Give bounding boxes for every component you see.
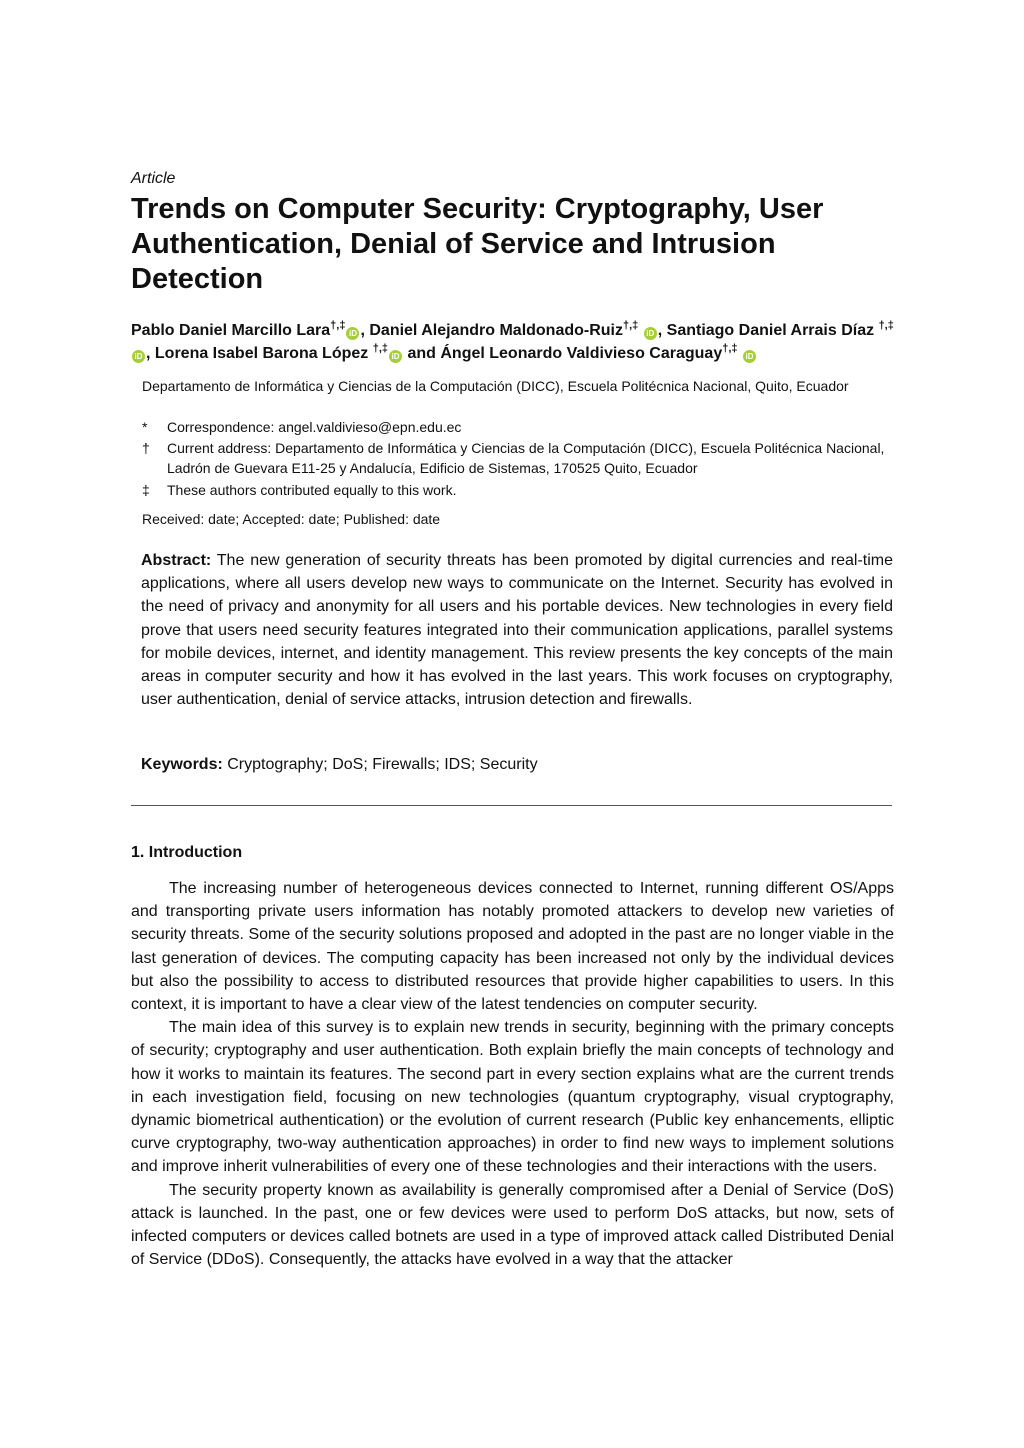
author-separator: and bbox=[403, 345, 441, 362]
orcid-icon[interactable]: iD bbox=[743, 350, 756, 363]
keywords-text: Cryptography; DoS; Firewalls; IDS; Security bbox=[227, 756, 538, 773]
orcid-icon[interactable]: iD bbox=[346, 327, 359, 340]
keywords-label: Keywords: bbox=[141, 756, 223, 773]
section-divider bbox=[131, 805, 892, 806]
author-affiliation-marks: †,‡ bbox=[623, 319, 639, 332]
footnote-mark: ‡ bbox=[142, 482, 150, 498]
author-affiliation-marks: †,‡ bbox=[372, 342, 389, 355]
author-name: Santiago Daniel Arrais Díaz bbox=[666, 322, 879, 339]
author-affiliation-marks: †,‡ bbox=[722, 342, 738, 355]
author-name: Ángel Leonardo Valdivieso Caraguay bbox=[440, 345, 723, 362]
article-type-label: Article bbox=[131, 170, 176, 187]
paragraph: The main idea of this survey is to explain new trends in security, beginning with the primary concepts of security; cryptography and user authentication. Both explain briefly the main concepts of technology and how it works to maintain its features. The second part in every section explains what are the current trends in each investigation field, focusing on new technologies (quantum cryptography, visual cryptography, dynamic biometrical authentication) or the evolution of current research (Public key enhancements, elliptic curve cryptography, two-way authentication approaches) in order to find new ways to implement solutions and improve inherit vulnerabilities of every one of these technologies and their interactions with the users. bbox=[131, 1019, 894, 1176]
affiliation: Departamento de Informática y Ciencias de la Computación (DICC), Escuela Politécnica Nacional, Quito, Ecuador bbox=[142, 378, 849, 394]
author-affiliation-marks: †,‡ bbox=[878, 319, 894, 332]
author-name: Lorena Isabel Barona López bbox=[154, 345, 373, 362]
paragraph: The increasing number of heterogeneous devices connected to Internet, running different OS/Apps and transporting private users information has notably promoted attackers to develop new varieties of security threats. Some of the security solutions proposed and adopted in the past are no longer viable in the last generation of devices. The computing capacity has been increased not only by the individual devices but also the possibility to access to distributed resources that provide higher capabilities to users. In this context, it is important to have a clear view of the latest tendencies on computer security. bbox=[131, 880, 894, 1014]
author-separator: , bbox=[657, 322, 667, 339]
author-name: Daniel Alejandro Maldonado-Ruiz bbox=[369, 322, 623, 339]
section-body bbox=[131, 877, 894, 1271]
footnote-text: Correspondence: angel.valdivieso@epn.edu.ec bbox=[167, 419, 462, 435]
orcid-icon[interactable]: iD bbox=[132, 350, 145, 363]
abstract bbox=[141, 549, 893, 711]
orcid-icon[interactable]: iD bbox=[644, 327, 657, 340]
abstract-label: Abstract: bbox=[141, 552, 212, 569]
author-name: Pablo Daniel Marcillo Lara bbox=[131, 322, 331, 339]
author-separator: , bbox=[146, 345, 155, 362]
footnote-text: These authors contributed equally to this work. bbox=[167, 482, 457, 498]
footnote-text: Current address: Departamento de Informática y Ciencias de la Computación (DICC), Escuela Politécnica Nacional, Ladrón de Guevara E11-25 y Andalucía, Edificio de Sistemas, 170525 Quito, Ecuador bbox=[167, 440, 885, 476]
orcid-icon[interactable]: iD bbox=[389, 350, 402, 363]
section-heading: 1. Introduction bbox=[131, 844, 243, 861]
author-list bbox=[131, 319, 901, 365]
author-separator: , bbox=[360, 322, 370, 339]
paragraph: The security property known as availability is generally compromised after a Denial of Service (DoS) attack is launched. In the past, one or few devices were used to perform DoS attacks, but now, sets of infected computers or devices called botnets are used in a type of improved attack called Distributed Denial of Service (DDoS). Consequently, the attacks have evolved in a way that the attacker bbox=[131, 1181, 894, 1269]
abstract-text: The new generation of security threats has been promoted by digital currencies and real-time applications, where all users develop new ways to communicate on the Internet. Security has evolved in the need of privacy and anonymity for all users and his portable devices. New technologies in every field prove that users need security features integrated into their communication applications, parallel systems for mobile devices, internet, and identity management. This review presents the key concepts of the main areas in computer security and how it has evolved in the last years. This work focuses on cryptography, user authentication, denial of service attacks, intrusion detection and firewalls. bbox=[141, 552, 893, 709]
paper-title: Trends on Computer Security: Cryptography, User Authentication, Denial of Service and Intrusion Detection bbox=[131, 193, 824, 295]
author-affiliation-marks: †,‡ bbox=[330, 319, 346, 332]
footnote-mark: † bbox=[142, 440, 150, 456]
publication-dates: Received: date; Accepted: date; Published: date bbox=[142, 511, 441, 527]
keywords bbox=[141, 756, 893, 774]
footnote-mark: * bbox=[142, 419, 148, 435]
